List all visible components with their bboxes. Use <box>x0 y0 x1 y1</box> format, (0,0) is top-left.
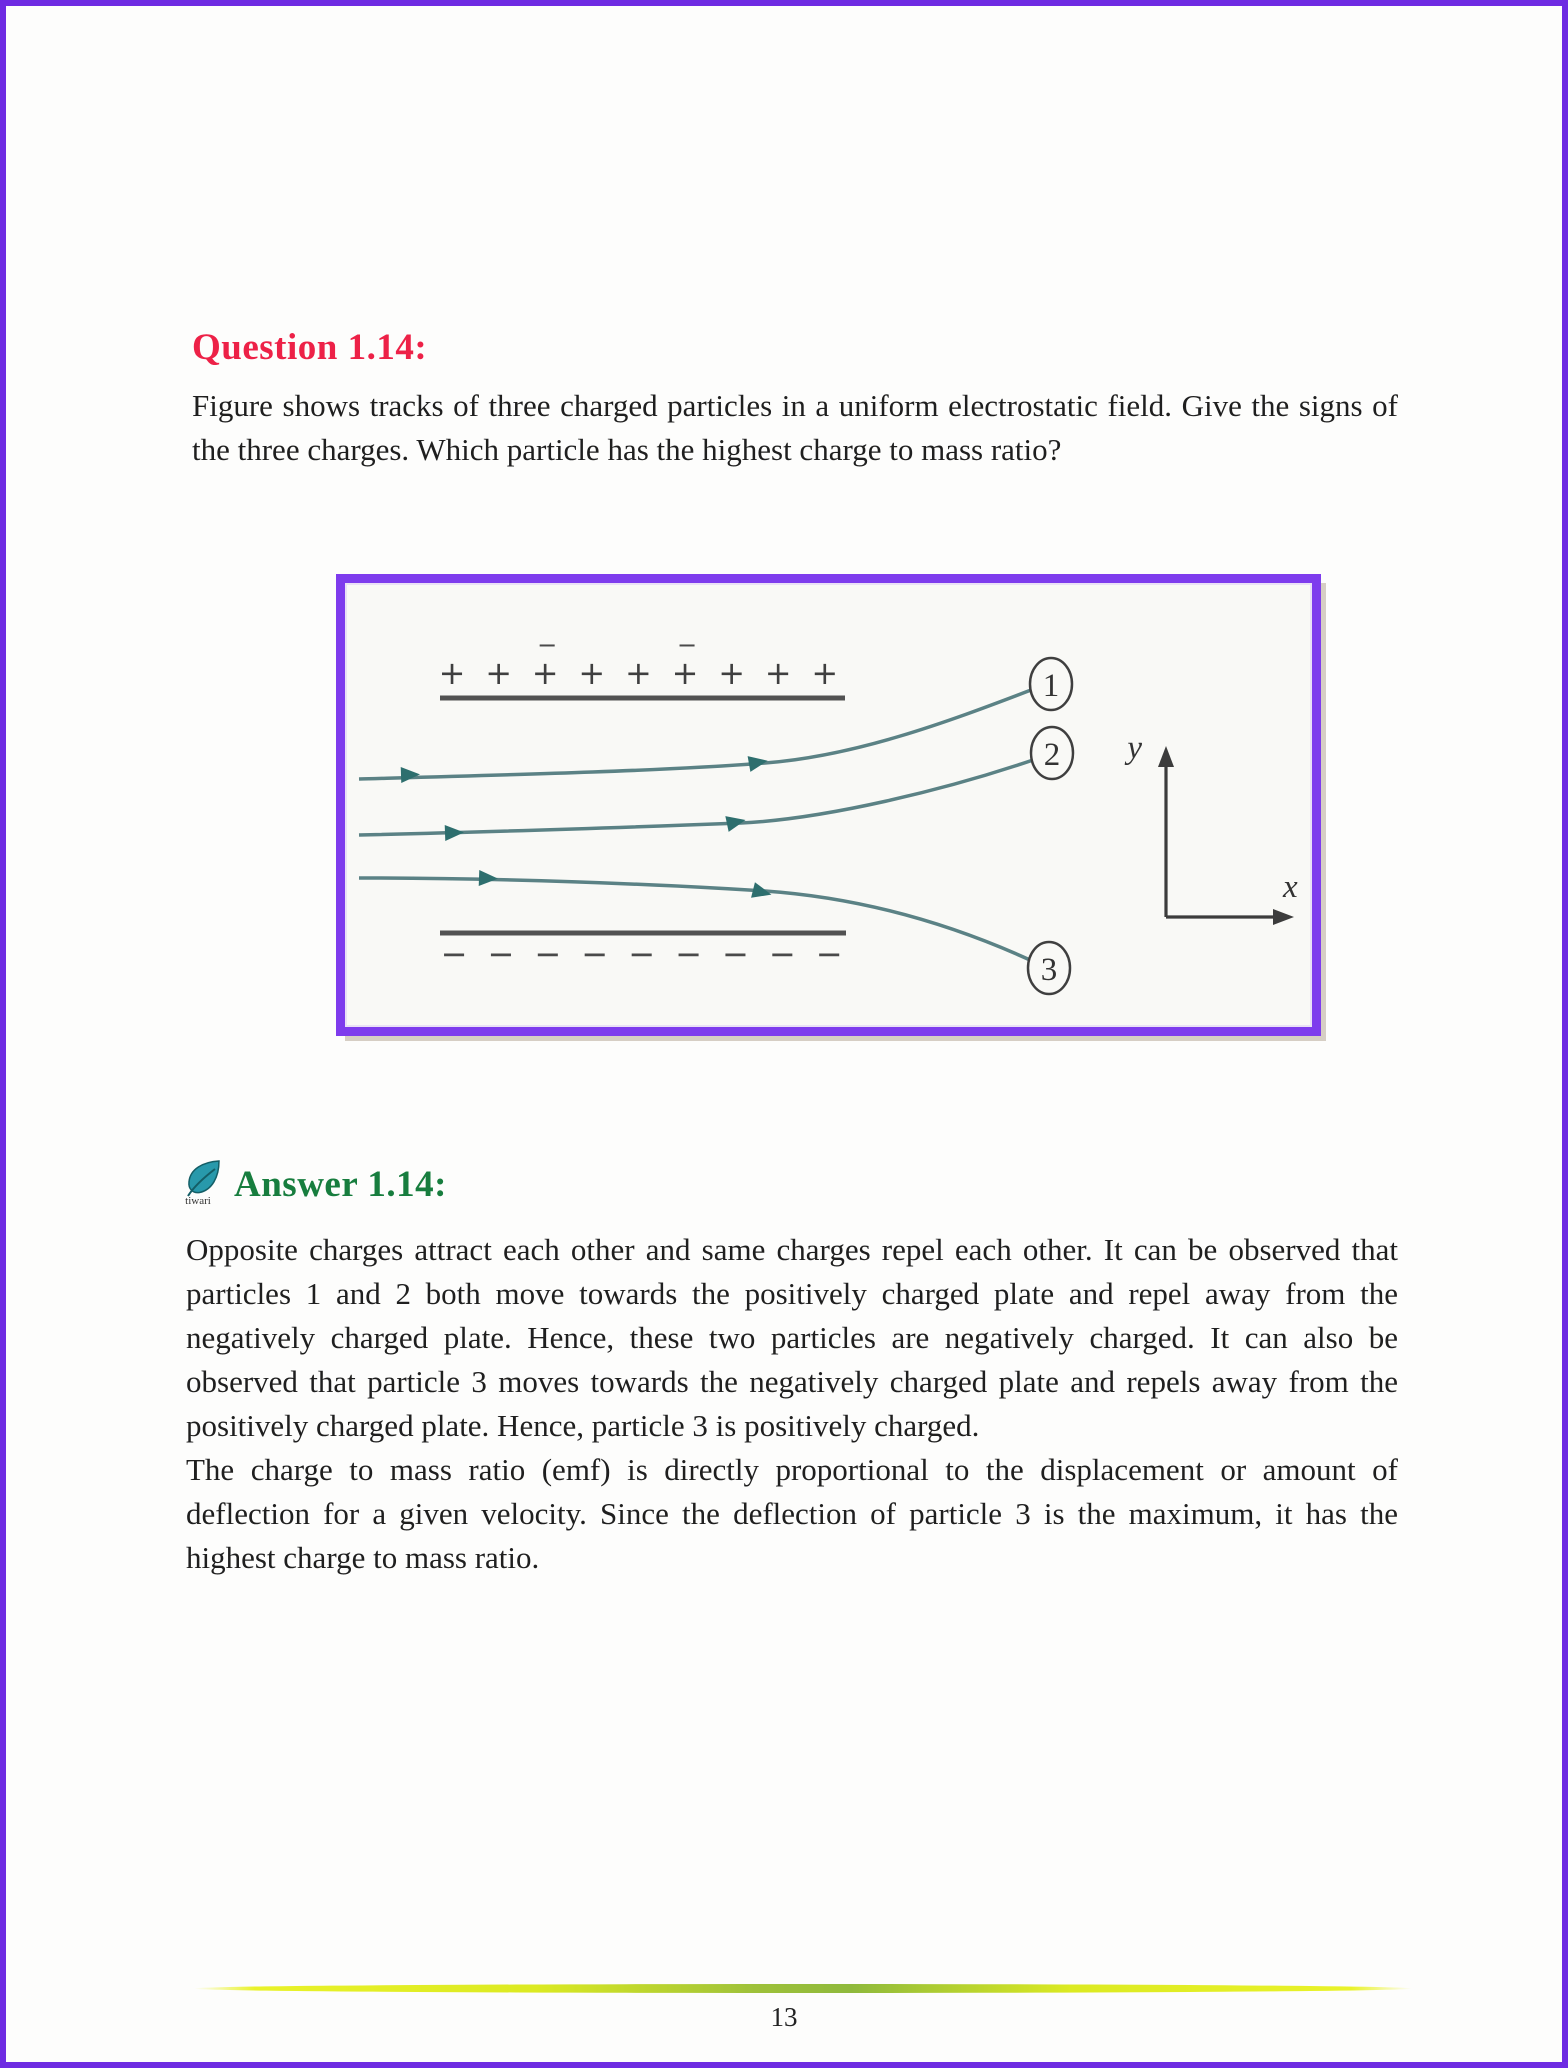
tiwari-leaf-logo-icon <box>184 1158 226 1206</box>
arrow-icon <box>445 824 465 841</box>
plus-charge-symbol: + <box>718 654 746 692</box>
question-text: Figure shows tracks of three charged particles in a uniform electrostatic field. Give the signs of the three charges. Which particle has the highest charge to mass ratio? <box>192 388 1398 467</box>
y-axis-label: y <box>1127 730 1142 766</box>
figure-svg <box>345 583 1312 1027</box>
arrow-icon <box>401 766 421 783</box>
particle2-label: 2 <box>1043 737 1061 773</box>
x-axis-label: x <box>1283 869 1298 905</box>
minus-charge-symbol: − <box>815 935 843 973</box>
question-heading: Question 1.14: <box>192 327 428 368</box>
plus-charge-symbol: + <box>438 654 466 692</box>
plus-charge-symbol: + <box>578 654 606 692</box>
plus-charge-symbol: + <box>764 654 792 692</box>
minus-charge-symbol: − <box>628 935 656 973</box>
minus-charge-symbol: − <box>537 631 558 659</box>
footer-divider-line <box>194 1984 1412 1993</box>
minus-charge-symbol: − <box>581 935 609 973</box>
arrow-icon <box>479 870 499 887</box>
minus-charge-symbol: − <box>675 935 702 973</box>
minus-charge-symbol: − <box>721 935 749 973</box>
plate-charge-symbols <box>439 631 843 973</box>
particle2-track <box>359 760 1033 835</box>
minus-charge-symbol: − <box>487 935 515 973</box>
answer-paragraph: The charge to mass ratio (emf) is directly proportional to the displacement or amount of deflection for a given velocity. Since the deflection of particle 3 is the maximum, it has the highest charge to mass ratio. <box>186 1452 1398 1575</box>
plus-charge-symbol: + <box>531 654 559 692</box>
logo-text: tiwari <box>185 1195 211 1206</box>
plus-charge-symbol: + <box>811 654 839 692</box>
particle3-label: 3 <box>1040 952 1058 988</box>
answer-heading-label: Answer 1.14: <box>234 1164 447 1205</box>
physics-figure <box>336 574 1321 1036</box>
answer-paragraph: Opposite charges attract each other and same charges repel each other. It can be observed that particles 1 and 2 both move towards the positively charged plate and repel away from the negatively charged plate. Hence, these two particles are negatively charged. It can also be observed that particle 3 moves towards the negatively charged plate and repels away from the positively charged plate. Hence, particle 3 is positively charged. <box>186 1232 1398 1443</box>
particle1-track <box>359 690 1031 779</box>
plus-charge-symbol: + <box>485 654 513 692</box>
page-number: 13 <box>770 2002 798 2032</box>
particle1-label: 1 <box>1042 668 1060 704</box>
plus-charge-symbol: + <box>624 654 652 692</box>
answer-heading <box>184 1158 447 1206</box>
plus-charge-symbol: + <box>671 654 699 692</box>
minus-charge-symbol: − <box>676 631 698 659</box>
minus-charge-symbol: − <box>534 935 562 973</box>
minus-charge-symbol: − <box>768 935 796 973</box>
x-axis-arrow-icon <box>1273 909 1294 925</box>
answer-text <box>186 1228 1398 1580</box>
minus-charge-symbol: − <box>440 935 468 973</box>
y-axis-arrow-icon <box>1158 746 1174 767</box>
